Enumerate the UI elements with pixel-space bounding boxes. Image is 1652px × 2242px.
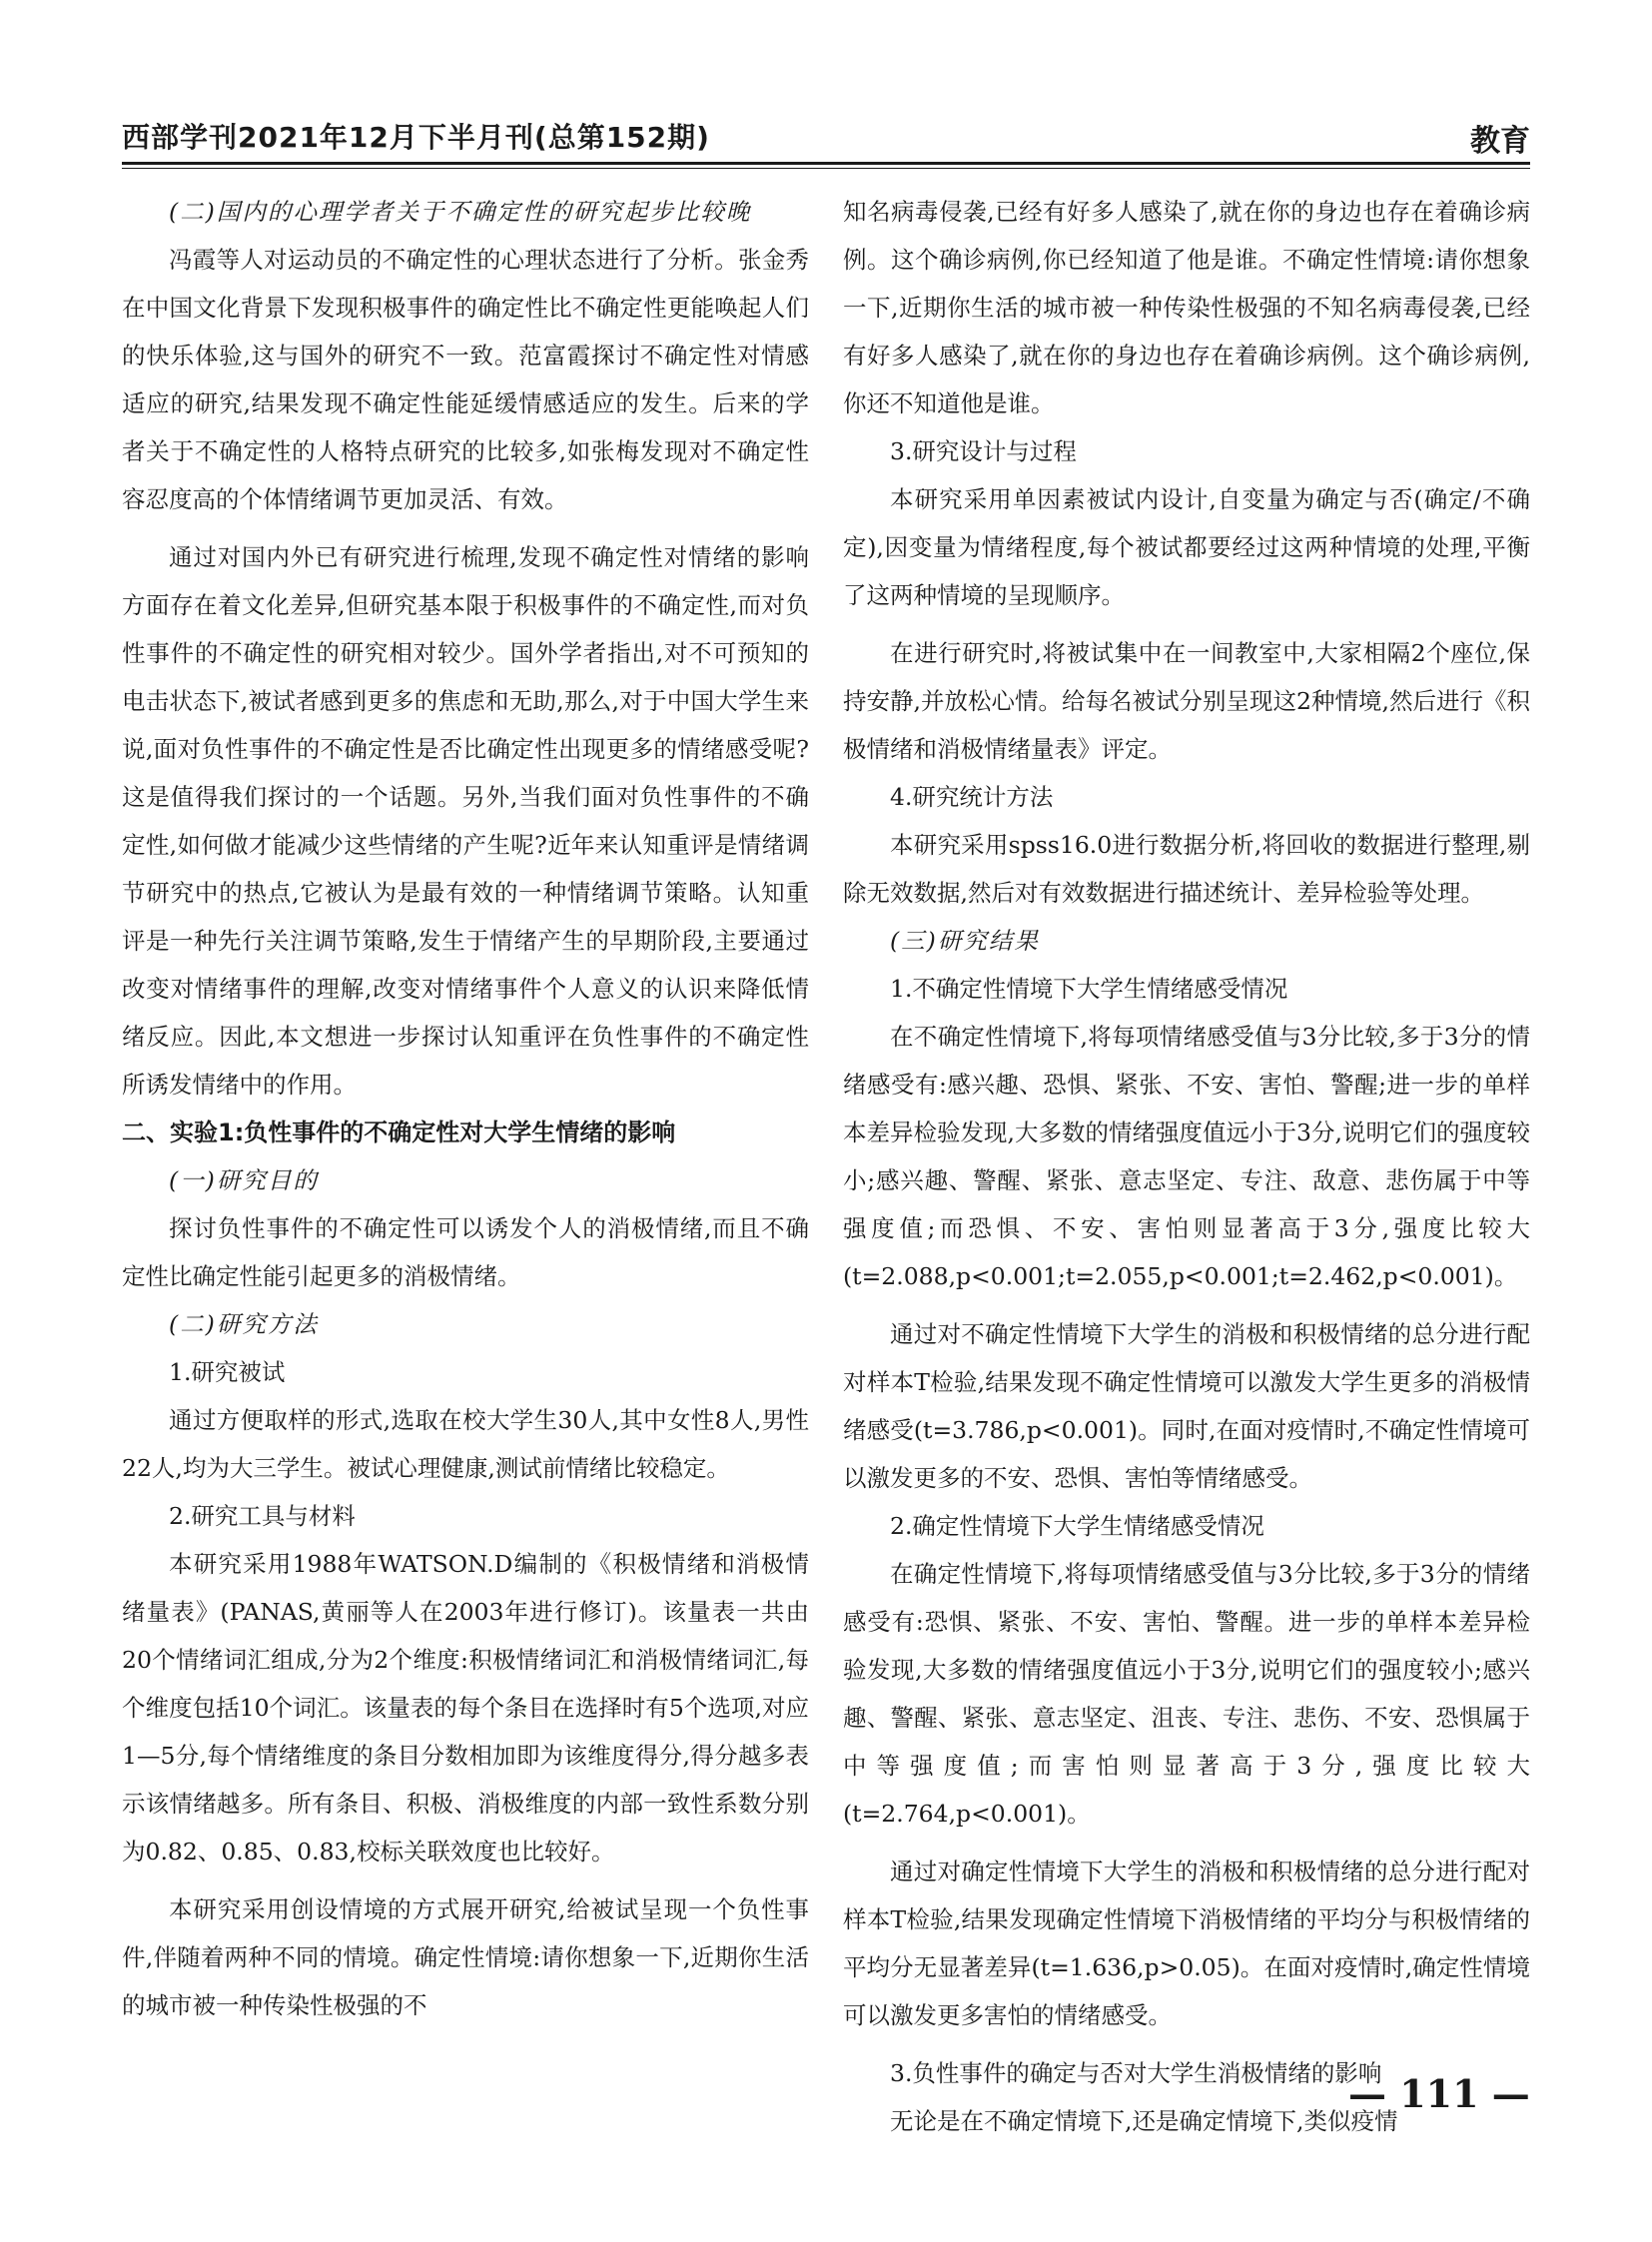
heading-research-method: (二)研究方法 <box>169 1310 319 1338</box>
paragraph: 在不确定性情境下,将每项情绪感受值与3分比较,多于3分的情绪感受有:感兴趣、恐惧、紧张、不安、害怕、警醒;进一步的单样本差异检验发现,大多数的情绪强度值远小于3分,说明它们的强度较小;感兴趣、警醒、紧张、意志坚定、专注、敌意、悲伤属于中等强度值;而恐惧、不安、害怕则显著高于3分,强度比较大(t=2.088,p<0.001;t=2.055,p<0.001;t=2.462,p<0.001)。 <box>843 1023 1530 1290</box>
paragraph: 本研究采用单因素被试内设计,自变量为确定与否(确定/不确定),因变量为情绪程度,每个被试都要经过这两种情境的处理,平衡了这两种情境的呈现顺序。 <box>843 485 1530 609</box>
paragraph: 通过方便取样的形式,选取在校大学生30人,其中女性8人,男性22人,均为大三学生。被试心理健康,测试前情绪比较稳定。 <box>122 1406 809 1482</box>
paragraph: 通过对不确定性情境下大学生的消极和积极情绪的总分进行配对样本T检验,结果发现不确定性情境可以激发大学生更多的消极情绪感受(t=3.786,p<0.001)。同时,在面对疫情时,不确定性情境可以激发更多的不安、恐惧、害怕等情绪感受。 <box>843 1320 1530 1492</box>
paragraph: 通过对确定性情境下大学生的消极和积极情绪的总分进行配对样本T检验,结果发现确定性情境下消极情绪的平均分与积极情绪的平均分无显著差异(t=1.636,p>0.05)。在面对疫情时,确定性情境可以激发更多害怕的情绪感受。 <box>843 1858 1530 2029</box>
paragraph: 本研究采用创设情境的方式展开研究,给被试呈现一个负性事件,伴随着两种不同的情境。确定性情境:请你想象一下,近期你生活的城市被一种传染性极强的不 <box>122 1895 809 2019</box>
paragraph: 本研究采用1988年WATSON.D编制的《积极情绪和消极情绪量表》(PANAS,黄丽等人在2003年进行修订)。该量表一共由20个情绪词汇组成,分为2个维度:积极情绪词汇和消极情绪词汇,每个维度包括10个词汇。该量表的每个条目在选择时有5个选项,对应1—5分,每个情绪维度的条目分数相加即为该维度得分,得分越多表示该情绪越多。所有条目、积极、消极维度的内部一致性系数分别为0.82、0.85、0.83,校标关联效度也比较好。 <box>122 1550 809 1866</box>
paragraph: 无论是在不确定情境下,还是确定情境下,类似疫情 <box>890 2107 1398 2135</box>
paragraph: 通过对国内外已有研究进行梳理,发现不确定性对情绪的影响方面存在着文化差异,但研究基本限于积极事件的不确定性,而对负性事件的不确定性的研究相对较少。国外学者指出,对不可预知的电击状态下,被试者感到更多的焦虑和无助,那么,对于中国大学生来说,面对负性事件的不确定性是否比确定性出现更多的情绪感受呢?这是值得我们探讨的一个话题。另外,当我们面对负性事件的不确定性,如何做才能减少这些情绪的产生呢?近年来认知重评是情绪调节研究中的热点,它被认为是最有效的一种情绪调节策略。认知重评是一种先行关注调节策略,发生于情绪产生的早期阶段,主要通过改变对情绪事件的理解,改变对情绪事件个人意义的认识来降低情绪反应。因此,本文想进一步探讨认知重评在负性事件的不确定性所诱发情绪中的作用。 <box>122 543 809 1099</box>
paragraph: 冯霞等人对运动员的不确定性的心理状态进行了分析。张金秀在中国文化背景下发现积极事件的确定性比不确定性更能唤起人们的快乐体验,这与国外的研究不一致。范富霞探讨不确定性对情感适应的研究,结果发现不确定性能延缓情感适应的发生。后来的学者关于不确定性的人格特点研究的比较多,如张梅发现对不确定性容忍度高的个体情绪调节更加灵活、有效。 <box>122 246 809 513</box>
subheading-uncertain-results: 1.不确定性情境下大学生情绪感受情况 <box>890 975 1288 1003</box>
section-label: 教育 <box>1470 124 1530 159</box>
header-rule-thin <box>122 168 1530 169</box>
subheading-certain-results: 2.确定性情境下大学生情绪感受情况 <box>890 1512 1264 1540</box>
heading-domestic-research: (二)国内的心理学者关于不确定性的研究起步比较晚 <box>169 198 752 226</box>
section-heading-experiment-1: 二、实验1:负性事件的不确定性对大学生情绪的影响 <box>122 1119 676 1146</box>
journal-title: 西部学刊2021年12月下半月刊(总第152期) <box>122 121 710 154</box>
header-rule-thick <box>122 162 1530 165</box>
paragraph: 在进行研究时,将被试集中在一间教室中,大家相隔2个座位,保持安静,并放松心情。给每名被试分别呈现这2种情境,然后进行《积极情绪和消极情绪量表》评定。 <box>843 639 1530 763</box>
heading-research-results: (三)研究结果 <box>890 927 1040 955</box>
subheading-design: 3.研究设计与过程 <box>890 437 1077 465</box>
paragraph: 探讨负性事件的不确定性可以诱发个人的消极情绪,而且不确定性比确定性能引起更多的消极情绪。 <box>122 1214 809 1290</box>
subheading-negative-events: 3.负性事件的确定与否对大学生消极情绪的影响 <box>890 2059 1382 2087</box>
subheading-subjects: 1.研究被试 <box>169 1358 286 1386</box>
subheading-statistics: 4.研究统计方法 <box>890 783 1054 811</box>
left-column <box>122 188 809 2029</box>
subheading-tools: 2.研究工具与材料 <box>169 1502 356 1530</box>
page-header <box>122 116 1530 162</box>
page-number: — 111 — <box>1348 2071 1530 2116</box>
right-column <box>843 188 1530 2145</box>
paragraph: 本研究采用spss16.0进行数据分析,将回收的数据进行整理,剔除无效数据,然后对有效数据进行描述统计、差异检验等处理。 <box>843 831 1530 907</box>
paragraph-continued: 知名病毒侵袭,已经有好多人感染了,就在你的身边也存在着确诊病例。这个确诊病例,你已经知道了他是谁。不确定性情境:请你想象一下,近期你生活的城市被一种传染性极强的不知名病毒侵袭,已经有好多人感染了,就在你的身边也存在着确诊病例。这个确诊病例,你还不知道他是谁。 <box>843 198 1530 417</box>
heading-research-purpose: (一)研究目的 <box>169 1166 319 1194</box>
paragraph: 在确定性情境下,将每项情绪感受值与3分比较,多于3分的情绪感受有:恐惧、紧张、不安、害怕、警醒。进一步的单样本差异检验发现,大多数的情绪强度值远小于3分,说明它们的强度较小;感兴趣、警醒、紧张、意志坚定、沮丧、专注、悲伤、不安、恐惧属于中等强度值;而害怕则显著高于3分,强度比较大(t=2.764,p<0.001)。 <box>843 1560 1530 1828</box>
